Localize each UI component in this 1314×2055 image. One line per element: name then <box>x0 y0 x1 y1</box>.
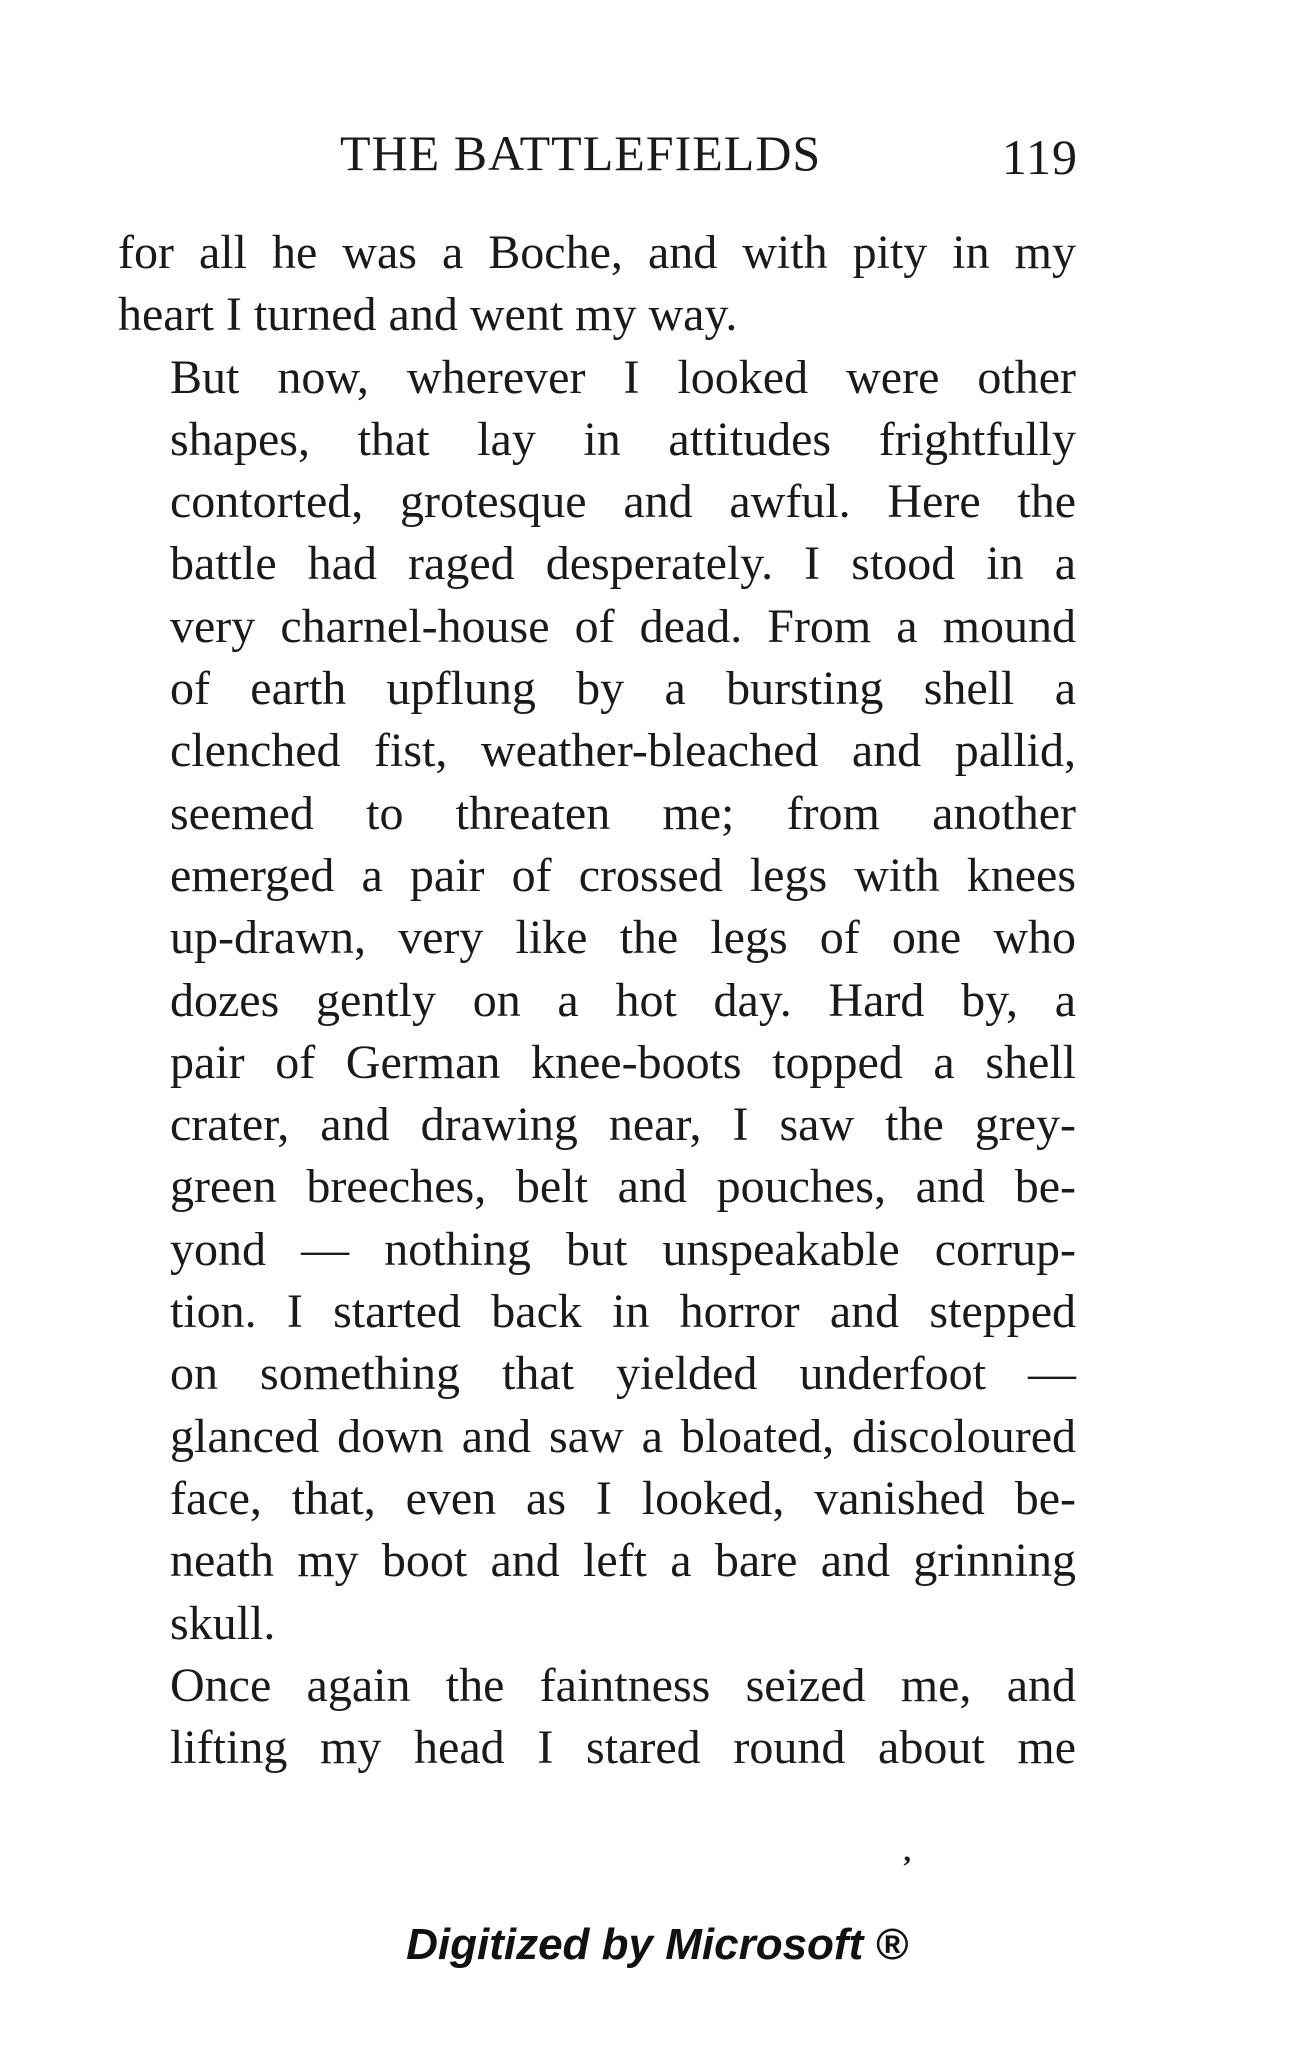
text-line: battle had raged desperately. I stood in a <box>170 537 1076 591</box>
body-text <box>118 222 1076 1779</box>
text-line: heart I turned and went my way. <box>118 288 738 342</box>
text-line: skull. <box>170 1596 276 1650</box>
page-header <box>118 124 1078 194</box>
paragraph-continued <box>118 222 1076 347</box>
paragraph <box>118 347 1076 1655</box>
text-line: But now, wherever I looked were other <box>170 350 1076 404</box>
text-line: shapes, that lay in attitudes frightfully <box>170 412 1076 466</box>
page-number: 119 <box>1001 129 1078 185</box>
text-line: contorted, grotesque and awful. Here the <box>170 475 1076 529</box>
text-line: seemed to threaten me; from another <box>170 786 1076 840</box>
text-line: face, that, even as I looked, vanished be- <box>170 1471 1076 1525</box>
text-line: for all he was a Boche, and with pity in my <box>118 226 1076 279</box>
text-line: very charnel-house of dead. From a mound <box>170 599 1076 653</box>
text-line: yond — nothing but unspeakable corrup- <box>170 1222 1076 1276</box>
text-line: dozes gently on a hot day. Hard by, a <box>170 973 1076 1027</box>
text-line: lifting my head I stared round about me <box>170 1721 1076 1775</box>
text-line: on something that yielded underfoot — <box>170 1347 1076 1401</box>
text-line: Once again the faintness seized me, and <box>170 1658 1076 1712</box>
stray-ink-mark: ’ <box>902 1850 912 1883</box>
text-line: emerged a pair of crossed legs with knees <box>170 848 1076 902</box>
text-line: glanced down and saw a bloated, discoloured <box>170 1409 1076 1463</box>
text-line: up-drawn, very like the legs of one who <box>170 911 1076 965</box>
running-title: THE BATTLEFIELDS <box>340 125 822 181</box>
text-line: of earth upflung by a bursting shell a <box>170 662 1076 716</box>
paragraph <box>118 1655 1076 1780</box>
text-line: neath my boot and left a bare and grinning <box>170 1534 1076 1588</box>
text-line: pair of German knee-boots topped a shell <box>170 1035 1076 1089</box>
text-line: green breeches, belt and pouches, and be- <box>170 1160 1076 1214</box>
text-line: tion. I started back in horror and stepped <box>170 1285 1076 1339</box>
digitized-watermark: Digitized by Microsoft ® <box>406 1920 908 1969</box>
text-line: crater, and drawing near, I saw the grey- <box>170 1098 1076 1152</box>
text-line: clenched fist, weather-bleached and pallid, <box>170 724 1076 778</box>
